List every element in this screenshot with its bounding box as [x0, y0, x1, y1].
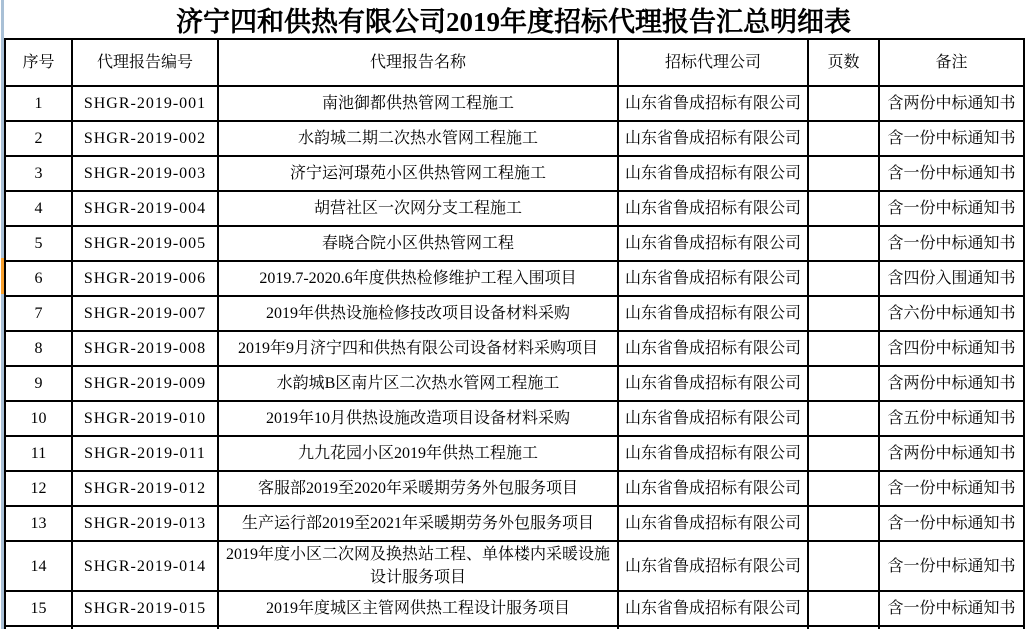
table-row [5, 506, 1024, 541]
cell-agency: 山东省鲁成招标有限公司 [618, 226, 808, 261]
table-row [5, 156, 1024, 191]
table-row [5, 541, 1024, 591]
report-table [4, 38, 1025, 629]
cell-seq: 15 [5, 591, 72, 626]
cell-report-no: SHGR-2019-008 [72, 331, 218, 366]
cell-report-name: 春晓合院小区供热管网工程 [218, 226, 618, 261]
cell-report-no: SHGR-2019-015 [72, 591, 218, 626]
cell-report-name: 水韵城B区南片区二次热水管网工程施工 [218, 366, 618, 401]
table-row [5, 191, 1024, 226]
cell-agency: 山东省鲁成招标有限公司 [618, 471, 808, 506]
cell-agency: 山东省鲁成招标有限公司 [618, 506, 808, 541]
cell-pages [808, 591, 879, 626]
cell-report-no: SHGR-2019-005 [72, 226, 218, 261]
cell-seq: 4 [5, 191, 72, 226]
cell-pages [808, 471, 879, 506]
cell-report-name: 2019年度城区主管网供热工程设计服务项目 [218, 591, 618, 626]
cell-agency: 山东省鲁成招标有限公司 [618, 401, 808, 436]
cell-report-no: SHGR-2019-012 [72, 471, 218, 506]
cell-report-name: 2019年10月供热设施改造项目设备材料采购 [218, 401, 618, 436]
cell-report-no: SHGR-2019-001 [72, 86, 218, 121]
cell-seq: 14 [5, 541, 72, 591]
cell-report-no: SHGR-2019-011 [72, 436, 218, 471]
cell-agency: 山东省鲁成招标有限公司 [618, 121, 808, 156]
column-header-agency: 招标代理公司 [618, 39, 808, 86]
cell-report-no: SHGR-2019-014 [72, 541, 218, 591]
cell-remark: 含一份中标通知书 [879, 541, 1024, 591]
cell-agency: 山东省鲁成招标有限公司 [618, 436, 808, 471]
cell-remark: 含两份中标通知书 [879, 436, 1024, 471]
cell-remark: 含两份中标通知书 [879, 86, 1024, 121]
cell-seq: 6 [5, 261, 72, 296]
table-row [5, 331, 1024, 366]
table-row [5, 86, 1024, 121]
cell-report-no: SHGR-2019-009 [72, 366, 218, 401]
table-row [5, 296, 1024, 331]
cell-report-name: 生产运行部2019至2021年采暖期劳务外包服务项目 [218, 506, 618, 541]
cell-agency: 山东省鲁成招标有限公司 [618, 261, 808, 296]
cell-remark: 含四份中标通知书 [879, 331, 1024, 366]
cell-seq: 9 [5, 366, 72, 401]
cell-seq: 12 [5, 471, 72, 506]
cell-pages [808, 191, 879, 226]
cell-report-no: SHGR-2019-007 [72, 296, 218, 331]
cell-pages [808, 506, 879, 541]
table-header-row [5, 39, 1024, 86]
cell-agency: 山东省鲁成招标有限公司 [618, 86, 808, 121]
table-row [5, 436, 1024, 471]
cell-agency: 山东省鲁成招标有限公司 [618, 331, 808, 366]
cell-remark: 含六份中标通知书 [879, 296, 1024, 331]
cell-report-no: SHGR-2019-010 [72, 401, 218, 436]
cell-report-name: 水韵城二期二次热水管网工程施工 [218, 121, 618, 156]
cell-agency: 山东省鲁成招标有限公司 [618, 296, 808, 331]
cell-pages [808, 436, 879, 471]
page-title: 济宁四和供热有限公司2019年度招标代理报告汇总明细表 [176, 6, 851, 37]
cell-report-name: 2019.7-2020.6年度供热检修维护工程入围项目 [218, 261, 618, 296]
table-row [5, 226, 1024, 261]
cell-agency: 山东省鲁成招标有限公司 [618, 366, 808, 401]
cell-agency: 山东省鲁成招标有限公司 [618, 591, 808, 626]
column-header-remark: 备注 [879, 39, 1024, 86]
cell-agency: 山东省鲁成招标有限公司 [618, 156, 808, 191]
cell-seq: 8 [5, 331, 72, 366]
cell-seq: 5 [5, 226, 72, 261]
cell-report-no: SHGR-2019-002 [72, 121, 218, 156]
cell-report-no: SHGR-2019-006 [72, 261, 218, 296]
cell-pages [808, 296, 879, 331]
column-header-report-no: 代理报告编号 [72, 39, 218, 86]
cell-agency: 山东省鲁成招标有限公司 [618, 191, 808, 226]
cell-report-name: 2019年度小区二次网及换热站工程、单体楼内采暖设施设计服务项目 [218, 541, 618, 591]
cell-report-name: 九九花园小区2019年供热工程施工 [218, 436, 618, 471]
cell-seq: 13 [5, 506, 72, 541]
cell-remark: 含五份中标通知书 [879, 401, 1024, 436]
table-body [5, 86, 1024, 629]
cell-pages [808, 261, 879, 296]
cell-remark: 含四份入围通知书 [879, 261, 1024, 296]
cell-pages [808, 121, 879, 156]
cell-pages [808, 541, 879, 591]
cell-pages [808, 366, 879, 401]
cell-remark: 含一份中标通知书 [879, 156, 1024, 191]
column-header-seq: 序号 [5, 39, 72, 86]
table-row [5, 471, 1024, 506]
cell-remark: 含一份中标通知书 [879, 226, 1024, 261]
column-header-name: 代理报告名称 [218, 39, 618, 86]
cell-report-name: 济宁运河璟苑小区供热管网工程施工 [218, 156, 618, 191]
table-row [5, 401, 1024, 436]
cell-seq: 10 [5, 401, 72, 436]
cell-pages [808, 86, 879, 121]
cell-seq: 3 [5, 156, 72, 191]
cell-remark: 含两份中标通知书 [879, 366, 1024, 401]
cell-report-name: 南池御都供热管网工程施工 [218, 86, 618, 121]
cell-report-no: SHGR-2019-013 [72, 506, 218, 541]
cell-remark: 含一份中标通知书 [879, 471, 1024, 506]
cell-pages [808, 401, 879, 436]
cell-seq: 1 [5, 86, 72, 121]
table-row [5, 121, 1024, 156]
column-header-pages: 页数 [808, 39, 879, 86]
cell-remark: 含一份中标通知书 [879, 591, 1024, 626]
cell-pages [808, 156, 879, 191]
cell-agency: 山东省鲁成招标有限公司 [618, 541, 808, 591]
table-area [4, 0, 1023, 629]
cell-seq: 7 [5, 296, 72, 331]
cell-remark: 含一份中标通知书 [879, 121, 1024, 156]
table-row [5, 261, 1024, 296]
table-row [5, 366, 1024, 401]
cell-report-name: 胡营社区一次网分支工程施工 [218, 191, 618, 226]
cell-pages [808, 226, 879, 261]
cell-report-no: SHGR-2019-003 [72, 156, 218, 191]
cell-report-name: 2019年9月济宁四和供热有限公司设备材料采购项目 [218, 331, 618, 366]
cell-seq: 11 [5, 436, 72, 471]
cell-seq: 2 [5, 121, 72, 156]
table-row [5, 591, 1024, 626]
cell-remark: 含一份中标通知书 [879, 191, 1024, 226]
cell-report-name: 客服部2019至2020年采暖期劳务外包服务项目 [218, 471, 618, 506]
cell-report-no: SHGR-2019-004 [72, 191, 218, 226]
cell-report-name: 2019年供热设施检修技改项目设备材料采购 [218, 296, 618, 331]
cell-remark: 含一份中标通知书 [879, 506, 1024, 541]
cell-pages [808, 331, 879, 366]
